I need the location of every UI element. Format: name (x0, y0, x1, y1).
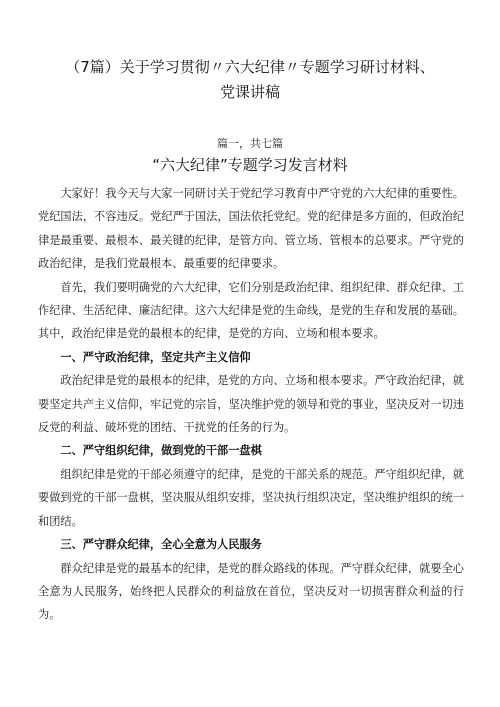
body-paragraph: 群众纪律是党的最基本的纪律，是党的群众路线的体现。严守群众纪律，就要全心全意为人民服务，始终把人民群众的利益放在首位，坚决反对一切损害群众利益的行为。 (38, 561, 464, 622)
body-paragraph: 组织纪律是党的干部必须遵守的纪律，是党的干部关系的规范。严守组织纪律，就要做到党的干部一盘棋，坚决服从组织安排，坚决执行组织决定，坚决维护组织的统一和团结。 (38, 467, 464, 528)
document-body (38, 182, 464, 627)
document-title-line-1: （7篇）关于学习贯彻〃六大纪律〃专题学习研讨材料、 (65, 58, 435, 76)
section-subtitle: “六大纪律”专题学习发言材料 (152, 156, 348, 174)
body-paragraph: 政治纪律是党的最根本的纪律，是党的方向、立场和根本要求。严守政治纪律，就要坚定共产主义信仰，牢记党的宗旨，坚决维护党的领导和党的事业，坚决反对一切违反党的利益、破坏党的团结、干扰党的任务的行为。 (38, 374, 464, 435)
part-label: 篇一，共七篇 (217, 137, 283, 150)
section-heading: 二、严守组织纪律，做到党的干部一盘棋 (60, 444, 262, 458)
body-paragraph: 首先，我们要明确党的六大纪律，它们分别是政治纪律、组织纪律、群众纪律、工作纪律、生活纪律、廉洁纪律。这六大纪律是党的生命线，是党的生存和发展的基础。其中，政治纪律是党的最根本的纪律，是党的方向、立场和根本要求。 (38, 280, 464, 341)
document-title (30, 55, 470, 105)
body-paragraph: 大家好！我今天与大家一同研讨关于党纪学习教育中严守党的六大纪律的重要性。党纪国法，不容违反。党纪严于国法，国法依托党纪。党的纪律是多方面的，但政治纪律是最重要、最根本、最关键的纪律，是管方向、管立场、管根本的总要求。严守党的政治纪律，是我们党最根本、最重要的纪律要求。 (38, 187, 464, 271)
document-title-line-2: 党课讲稿 (219, 83, 280, 101)
section-heading: 一、严守政治纪律，坚定共产主义信仰 (60, 350, 251, 364)
section-heading: 三、严守群众纪律，全心全意为人民服务 (60, 538, 262, 552)
